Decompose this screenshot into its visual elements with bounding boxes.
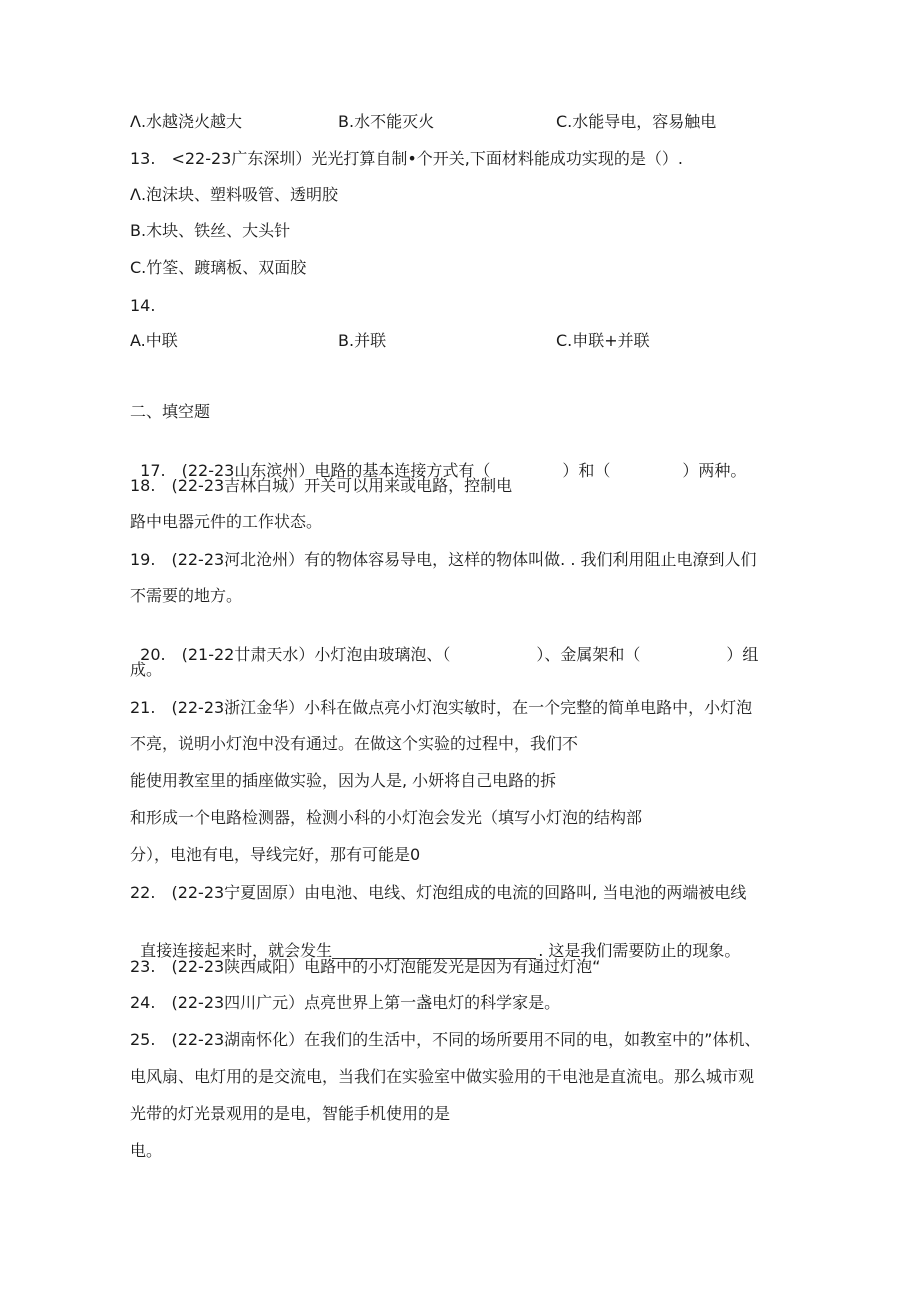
q17-text-pre: 17. (22-23山东滨州）电路的基本连接方式有（ bbox=[140, 461, 491, 480]
q22-text-pre: 直接连接起来时，就会发生 bbox=[140, 941, 333, 960]
q21-line-5: 分），电池有电，导线完好，那有可能是0 bbox=[130, 845, 421, 864]
q19-line-2: 不需要的地方。 bbox=[130, 586, 243, 605]
q24-line-1: 24. (22-23四川广元）点亮世界上第一盏电灯的科学家是。 bbox=[130, 993, 561, 1012]
q21-line-4: 和形成一个电路检测器，检测小科的小灯泡会发光（填写小灯泡的结构部 bbox=[130, 808, 643, 827]
q21-line-3: 能使用教室里的插座做实验，因为人是, 小妍将自己电路的拆 bbox=[130, 771, 557, 790]
q18-line-2: 路中电器元件的工作状态。 bbox=[130, 512, 323, 531]
q13-option-c: C.竹筌、踱璃板、双面胶 bbox=[130, 258, 307, 277]
q17-text-post: ）两种。 bbox=[682, 461, 747, 480]
q14-option-b: B.并联 bbox=[338, 331, 387, 350]
q17 bbox=[130, 438, 747, 480]
q22-line-2 bbox=[130, 918, 741, 960]
q17-text-mid: ）和（ bbox=[562, 461, 611, 480]
section-title: 二、填空题 bbox=[130, 402, 211, 421]
q14-stem: 14. bbox=[130, 296, 156, 315]
q23-line-1: 23. (22-23陕西咸阳）电路中的小灯泡能发光是因为有通过灯泡“ bbox=[130, 957, 601, 976]
q12-option-b: B.水不能灭火 bbox=[338, 112, 435, 131]
q20-text-post: ）组 bbox=[726, 645, 759, 664]
q20-line-2: 成。 bbox=[130, 660, 163, 679]
q13-option-b: B.木块、铁丝、大头针 bbox=[130, 221, 291, 240]
q13-option-a: Λ.泡沫块、塑料吸管、透明胶 bbox=[130, 185, 339, 204]
q25-line-1: 25. (22-23湖南怀化）在我们的生活中，不同的场所要用不同的电，如教室中的”体机、 bbox=[130, 1030, 761, 1049]
q25-line-3: 光带的灯光景观用的是电，智能手机使用的是 bbox=[130, 1104, 451, 1123]
q22-line-1: 22. (22-23宁夏固原）由电池、电线、灯泡组成的电流的回路叫, 当电池的两端被电线 bbox=[130, 883, 747, 902]
q14-option-c: C.申联+并联 bbox=[556, 331, 650, 350]
q18-line-1: 18. (22-23吉林白城）开关可以用来或电路，控制电 bbox=[130, 476, 513, 495]
q20-text-pre: 20. (21-22廿肃天水）小灯泡由玻璃泡、（ bbox=[140, 645, 451, 664]
q22-text-post: . 这是我们需要防止的现象。 bbox=[538, 941, 741, 960]
q25-line-4: 电。 bbox=[130, 1141, 163, 1160]
q14-option-a: A.中联 bbox=[130, 331, 178, 350]
q12-option-a: Λ.水越浇火越大 bbox=[130, 112, 243, 131]
q21-line-2: 不亮，说明小灯泡中没有通过。在做这个实验的过程中，我们不 bbox=[130, 734, 579, 753]
q12-option-c: C.水能导电，容易触电 bbox=[556, 112, 717, 131]
q19-line-1: 19. (22-23河北沧州）有的物体容易导电，这样的物体叫做. . 我们利用阻止电潦到人们 bbox=[130, 550, 757, 569]
q25-line-2: 电风扇、电灯用的是交流电，当我们在实验室中做实验用的干电池是直流电。那么城市观 bbox=[130, 1067, 755, 1086]
q20-text-mid: ）、金属架和（ bbox=[536, 645, 641, 664]
q21-line-1: 21. (22-23浙江金华）小科在做点亮小灯泡实敏时，在一个完整的简单电路中，小灯泡 bbox=[130, 698, 753, 717]
q13-stem: 13. <22-23广东深圳）光光打算自制•个开关,下面材料能成功实现的是（）. bbox=[130, 149, 683, 168]
q20-line-1 bbox=[130, 622, 759, 664]
